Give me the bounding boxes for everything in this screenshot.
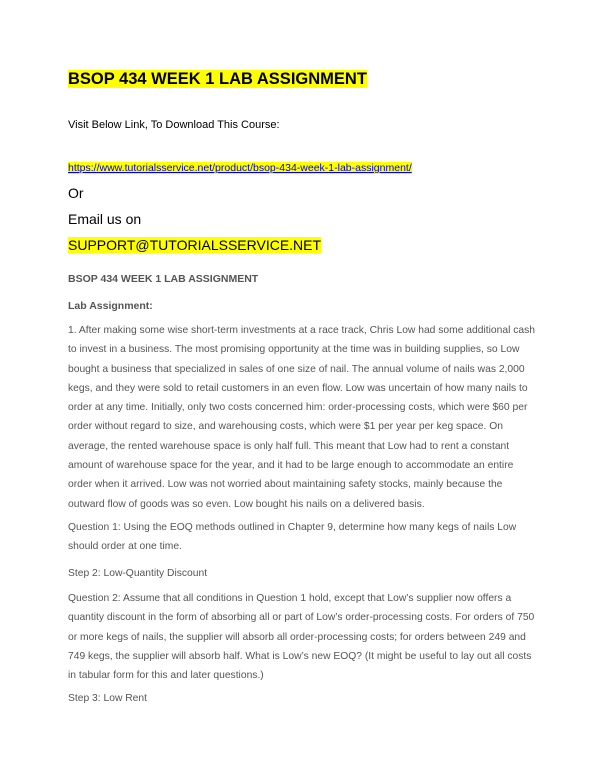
or-text: Or — [68, 185, 84, 201]
section-title: BSOP 434 WEEK 1 LAB ASSIGNMENT — [68, 273, 259, 285]
step-3-heading: Step 3: Low Rent — [68, 693, 147, 704]
email-label: Email us on — [68, 211, 142, 227]
lab-assignment-heading: Lab Assignment: — [68, 300, 153, 312]
support-email-text[interactable]: SUPPORT@TUTORIALSSERVICE.NET — [68, 237, 322, 253]
paragraph-intro: 1. After making some wise short-term investments at a race track, Chris Low had some additional cash to invest in a business. The most promising opportunity at the time was in building supplies, so Low bought a business that specialized in sales of one size of nail. The annual volume of nails was 2,000 kegs, and they were sold to retail customers in an even flow. Low was uncertain of how many nails to order at any time. Initially, only two costs concerned him: order-processing costs, which were $60 per order without regard to size, and warehousing costs, which were $1 per year per keg space. On average, the rented warehouse space is only half full. This meant that Low had to rent a constant amount of warehouse space for the year, and it had to be large enough to accommodate an entire order when it arrived. Low was not worried about maintaining safety stocks, mainly because the outward flow of goods was so even. Low bought his nails on a delivered basis. — [68, 325, 535, 510]
question-2: Question 2: Assume that all conditions in Question 1 hold, except that Low’s supplier now offers a quantity discount in the form of absorbing all or part of Low’s order-processing costs. For orders of 750 or more kegs of nails, the supplier will absorb all order-processing costs; for orders between 249 and 749 kegs, the supplier will absorb half. What is Low’s new EOQ? (It might be useful to lay out all costs in tabular form for this and later questions.) — [68, 593, 535, 682]
title-highlight: BSOP 434 WEEK 1 LAB ASSIGNMENT — [68, 70, 367, 88]
download-link[interactable] — [68, 162, 412, 174]
step-2-heading: Step 2: Low-Quantity Discount — [68, 568, 208, 579]
support-email[interactable] — [68, 237, 321, 253]
page-title — [68, 68, 367, 90]
question-1: Question 1: Using the EOQ methods outlined in Chapter 9, determine how many kegs of nails Low should order at one time. — [68, 522, 517, 553]
download-link-text[interactable]: https://www.tutorialsservice.net/product/bsop-434-week-1-lab-assignment/ — [68, 162, 412, 174]
visit-text: Visit Below Link, To Download This Course: — [68, 119, 280, 131]
